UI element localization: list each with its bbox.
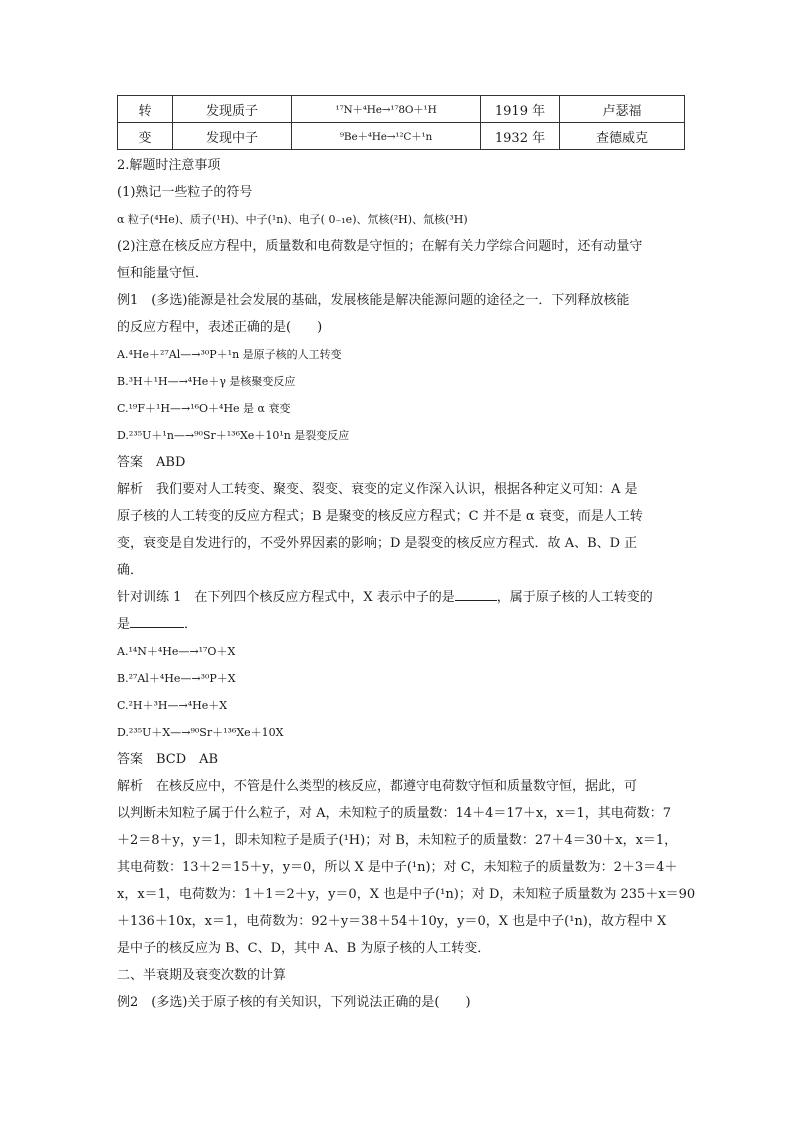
example-question: 例2 (多选)关于原子核的有关知识，下列说法正确的是( )	[117, 995, 471, 1010]
option-a: A.⁴He＋²⁷Al—→³⁰P＋¹n 是原子核的人工转变	[117, 348, 342, 361]
row-person: 卢瑟福	[560, 96, 685, 123]
group-label-bottom: 变	[118, 123, 173, 150]
training-text: ．	[184, 617, 198, 632]
analysis-line: x，x＝1，电荷数为：1＋1＝2＋y，y＝0，X 也是中子(¹n)；对 D，未知粒子质量数为 235＋x＝90	[117, 887, 696, 902]
option-c: C.¹⁹F＋¹H—→¹⁶O＋⁴He 是 α 衰变	[117, 402, 291, 415]
option-c: C.²H＋³H—→⁴He＋X	[117, 699, 228, 712]
analysis-line: 确．	[117, 563, 144, 578]
row-equation: ¹⁷N＋⁴He→¹⁷8O＋¹H	[292, 96, 481, 123]
section-heading: 2.解题时注意事项	[117, 158, 221, 173]
option-d: D.²³⁵U＋X—→⁹⁰Sr＋¹³⁶Xe＋10X	[117, 726, 284, 739]
training-question	[117, 611, 687, 638]
particle-symbols: α 粒子(⁴He)、质子(¹H)、中子(¹n)、电子( 0₋₁e)、氘核(²H)、氚核(³H)	[117, 213, 468, 226]
option-b: B.²⁷Al＋⁴He—→³⁰P＋X	[117, 672, 236, 685]
document-page	[117, 95, 696, 1016]
section-heading: 二、半衰期及衰变次数的计算	[117, 968, 287, 983]
note-line: 恒和能量守恒．	[117, 266, 209, 281]
note-line: (2)注意在核反应方程中，质量数和电荷数是守恒的；在解有关力学综合问题时，还有动量守	[117, 239, 643, 254]
analysis-line: 原子核的人工转变的反应方程式；B 是聚变的核反应方程式；C 并不是 α 衰变，而是人工转	[117, 509, 643, 524]
table-row	[118, 123, 685, 150]
example-question: 的反应方程中，表述正确的是( )	[117, 320, 323, 335]
training-text: ，属于原子核的人工转变的	[496, 590, 653, 605]
answer: 答案 BCD AB	[117, 752, 219, 767]
option-b: B.³H＋¹H—→⁴He＋γ 是核聚变反应	[117, 375, 296, 388]
row-name: 发现中子	[173, 123, 292, 150]
option-d: D.²³⁵U＋¹n—→⁹⁰Sr＋¹³⁶Xe＋10¹n 是裂变反应	[117, 429, 350, 442]
row-equation: ⁹Be＋⁴He→¹²C＋¹n	[292, 123, 481, 150]
analysis-line: 解析 在核反应中，不管是什么类型的核反应，都遵守电荷数守恒和质量数守恒，据此，可	[117, 779, 638, 794]
table-row	[118, 96, 685, 123]
analysis-line: ＋136＋10x，x＝1，电荷数为：92＋y＝38＋54＋10y，y＝0，X 也是中子(¹n)，故方程中 X	[117, 914, 667, 929]
analysis-line: ＋2＝8＋y，y＝1，即未知粒子是质子(¹H)；对 B，未知粒子的质量数：27＋4＝30＋x，x＝1，	[117, 833, 678, 848]
analysis-line: 是中子的核反应为 B、C、D，其中 A、B 为原子核的人工转变．	[117, 941, 491, 956]
answer-blank[interactable]	[455, 586, 497, 601]
row-person: 查德威克	[560, 123, 685, 150]
analysis-line: 解析 我们要对人工转变、聚变、裂变、衰变的定义作深入认识，根据各种定义可知：A 是	[117, 482, 638, 497]
option-a: A.¹⁴N＋⁴He—→¹⁷O＋X	[117, 645, 236, 658]
example-question: 例1 (多选)能源是社会发展的基础，发展核能是解决能源问题的途径之一．下列释放核能	[117, 293, 630, 308]
training-text: 是	[117, 617, 131, 632]
training-text: 针对训练 1 在下列四个核反应方程式中，X 表示中子的是	[117, 590, 455, 605]
analysis-line: 其电荷数：13＋2＝15＋y，y＝0，所以 X 是中子(¹n)；对 C，未知粒子的质量数为：2＋3＝4＋	[117, 860, 678, 875]
transformation-table	[117, 95, 685, 150]
analysis-line: 变，衰变是自发进行的，不受外界因素的影响；D 是裂变的核反应方程式．故 A、B、D 正	[117, 536, 638, 551]
training-question	[117, 584, 687, 611]
analysis-line: 以判断未知粒子属于什么粒子，对 A，未知粒子的质量数：14＋4＝17＋x，x＝1，其电荷数：7	[117, 806, 672, 821]
row-year: 1919 年	[481, 96, 560, 123]
item-title: (1)熟记一些粒子的符号	[117, 185, 253, 200]
group-label-top: 转	[118, 96, 173, 123]
row-year: 1932 年	[481, 123, 560, 150]
answer-blank[interactable]	[130, 613, 184, 628]
row-name: 发现质子	[173, 96, 292, 123]
answer: 答案 ABD	[117, 455, 186, 470]
